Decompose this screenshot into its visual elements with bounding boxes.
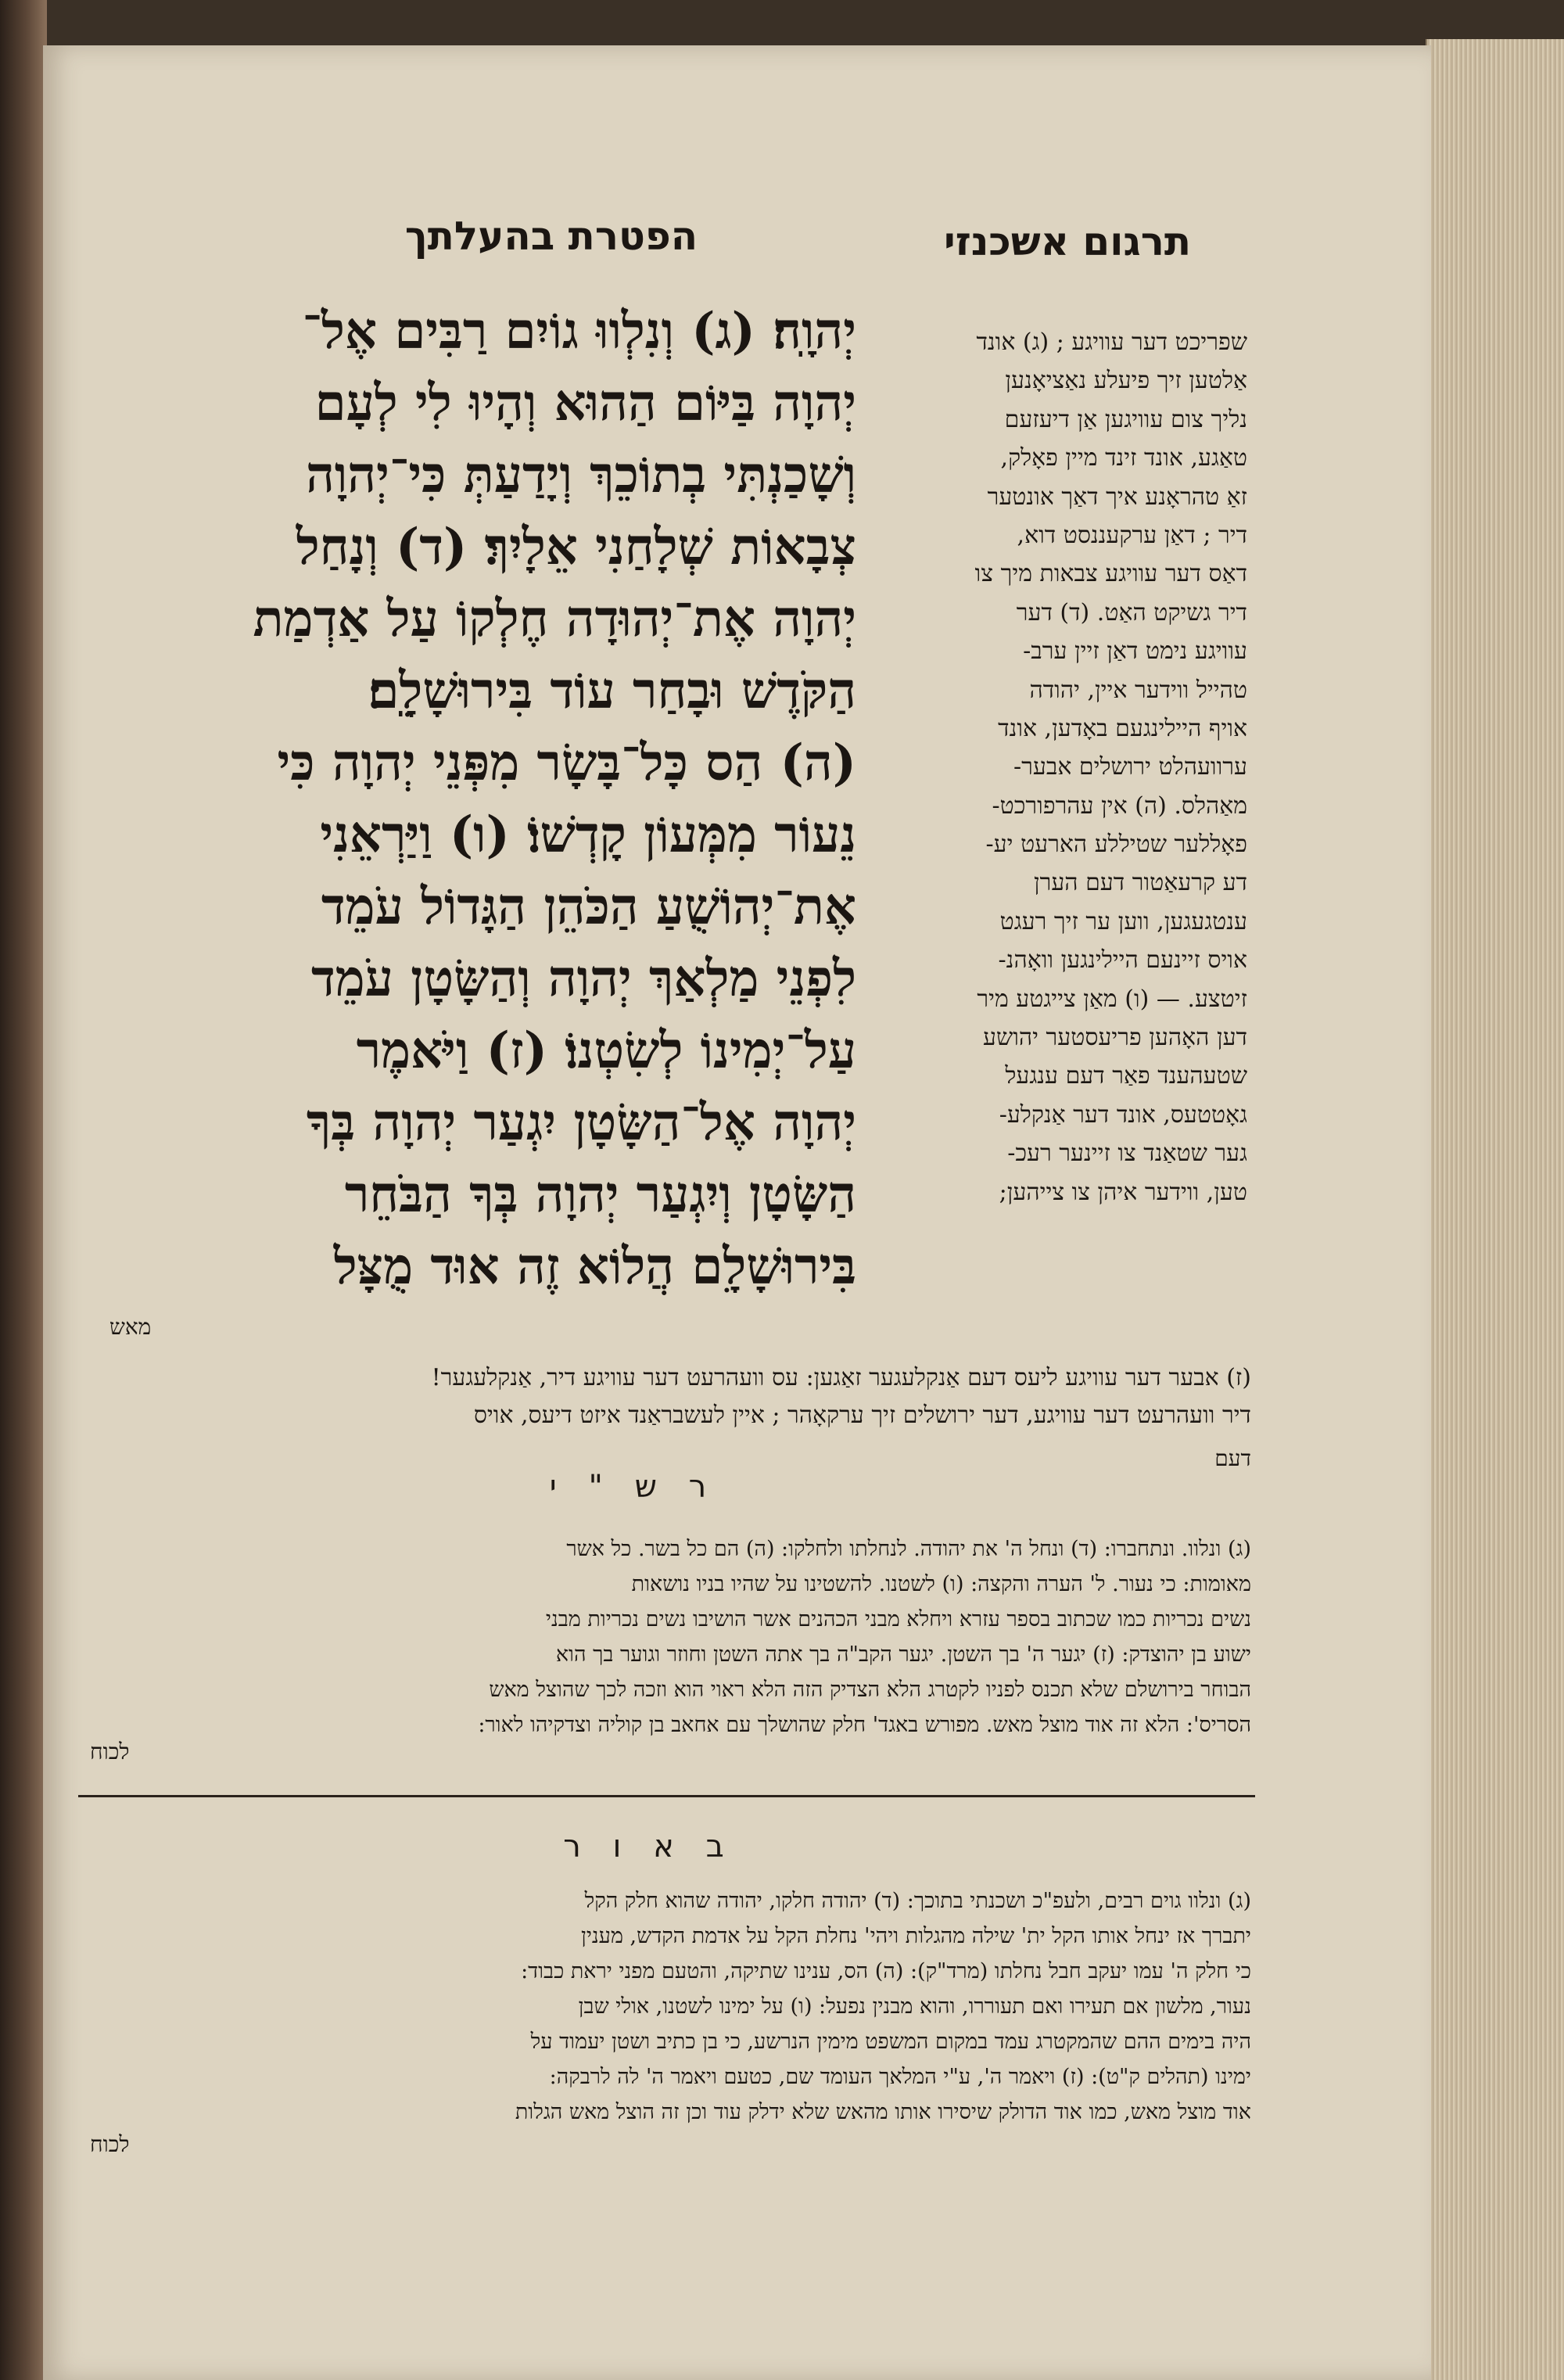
translation-line: אויף היילינגעם באָדען, אונד (998, 714, 1247, 742)
biur-line: היה בימים ההם שהמקטרג עמד במקום המשפט מימין הנרשע, כי בן כתיב ושטן יעמוד על (530, 2030, 1251, 2054)
translation-line: מאַהלס. (ה) אין עהרפורכט- (992, 792, 1247, 820)
rashi-line: הבוחר בירושלם שלא תכנס לפניו לקטרג הלא הצדיק הזה הלא ראוי הוא וזכה לכך שהוצל מאש (489, 1678, 1251, 1702)
translation-line: גאָטטעס, אונד דער אַנקלע- (999, 1100, 1247, 1129)
page-fore-edge (1426, 39, 1564, 2380)
section-divider-rule (78, 1795, 1255, 1797)
rashi-title: ר ש " י (549, 1469, 718, 1505)
biur-line: (ג) ונלוו גוים רבים, ולעפ"כ ושכנתי בתוכך: (ד) יהודה חלקו, יהודה שהוא חלק הקל (584, 1889, 1251, 1913)
translation-line: טען, ווידער איהן צו צייהען; (999, 1178, 1247, 1206)
hebrew-line: יְהוָה אֶל־הַשָּׂטָן יִגְעַר יְהוָה בְּךָ (306, 1093, 856, 1152)
hebrew-line: צְבָאוֹת שְׁלָחַנִי אֵלָיִךְ׃ (ד) וְנָחַל (296, 518, 856, 576)
hebrew-line: יְהוָה אֶת־יְהוּדָה חֶלְקוֹ עַל אַדְמַת (253, 590, 856, 648)
translation-line: דען האָהען פריעסטער יהושע (982, 1024, 1247, 1052)
translation-line: דיר גשיקט האַט. (ד) דער (1016, 598, 1247, 626)
translation-line: שפריכט דער עוויגע ; (ג) אונד (976, 328, 1247, 356)
hebrew-line: לִפְנֵי מַלְאַךְ יְהוָה וְהַשָּׂטָן עֹמֵד (310, 949, 856, 1008)
translation-line: נליך צום עוויגען אַן דיעזעם (1004, 405, 1247, 433)
rashi-line: נשים נכריות כמו שכתוב בספר עזרא ויחלא מבני הכהנים אשר הושיבו נשים נכריות מבני (545, 1607, 1251, 1632)
hebrew-line: בִּירוּשָׁלִָם הֲלוֹא זֶה אוּד מֻצָּל (333, 1237, 856, 1296)
translation-line: ענטגעגען, ווען ער זיך רעגט (999, 907, 1247, 935)
catchword-left: מאש (109, 1314, 152, 1340)
translation-line: שטעהענד פאַר דעם ענגעל (1005, 1062, 1247, 1090)
translation-line: פאָללער שטיללע הארעט יע- (985, 831, 1247, 859)
translation-line: אַלטען זיך פיעלע נאַציאָנען (1005, 367, 1247, 395)
biur-line: ימינו (תהלים ק"ט): (ז) ויאמר ה', ע"י המלאך העומד שם, כטעם ויאמר ה' לה לרבקה: (549, 2065, 1251, 2089)
rashi-commentary (90, 1531, 1251, 1743)
translation-title: תרגום אשכנזי (943, 219, 1191, 264)
hebrew-line: עַל־יְמִינוֹ לְשִׂטְנוֹ׃ (ז) וַיֹּאמֶר (356, 1021, 856, 1080)
book-spine-edge (0, 0, 47, 2380)
biur-line: אוד מוצל מאש, כמו אוד הדולק שיסירו אותו מהאש שלא ידלק עוד וכן זה הוצל מאש הגלות (515, 2100, 1251, 2124)
translation-line: טאַגע, אונד זינד מיין פאָלק, (1000, 444, 1247, 472)
biur-line: נעור, מלשון אם תעירו ואם תעוררו, והוא מבנין נפעל: (ו) על ימינו לשטנו, אולי שבן (578, 1994, 1251, 2019)
hebrew-line: יְהוָֽה׃ (ג) וְנִלְווּ גוֹיִם רַבִּים אֶל־ (302, 302, 856, 361)
translation-line: אויס זיינעם היילינגען וואָהנ- (998, 946, 1247, 975)
biur-commentary (90, 1883, 1251, 2130)
translation-line: דאַס דער עוויגע צבאות מיך צו (974, 560, 1247, 588)
biur-line: יתברך אז ינחל אותו הקל ית' שילה מהגלות ויהי' נחלת הקל על אדמת הקדש, מענין (580, 1924, 1251, 1948)
translation-line: עוויגע נימט דאַן זיין ערב- (1023, 637, 1247, 666)
rashi-line: הסריס': הלא זה אוד מוצל מאש. מפורש באגד' חלק שהושלך עם אחאב בן קוליה וצדקיהו לאור: (478, 1713, 1251, 1737)
hebrew-line: נֵעוֹר מִמְּעוֹן קָדְשׁוֹ׃ (ו) וַיַּרְאֵנִי (320, 806, 856, 864)
translation-line: גער שטאַנד צו זיינער רעכ- (1007, 1140, 1247, 1168)
hebrew-line: (ה) הַס כָּל־בָּשָׂר מִפְּנֵי יְהוָה כִּי (277, 734, 856, 792)
translation-continuation (113, 1359, 1251, 1434)
translation-line: דיר ; דאַן ערקעננסט דוא, (1017, 521, 1247, 549)
rashi-line: (ג) ונלוו. ונתחברו: (ד) ונחל ה' את יהודה. לנחלתו ולחלקו: (ה) הם כל בשר. כל אשר (566, 1537, 1251, 1561)
hebrew-text-column (231, 296, 856, 1303)
biur-line: כי חלק ה' עמו יעקב חבל נחלתו (מרד"ק): (ה) הס, ענינו שתיקה, והטעם מפני יראת כבוד: (521, 1959, 1251, 1983)
catchword-mid: דעם (1214, 1445, 1251, 1471)
continuation-line: (ז) אבער דער עוויגע ליעס דעם אַנקלעגער זאַגען: עס וועהרעט דער עוויגע דיר, אַנקלעגער! (431, 1364, 1251, 1391)
book-page (43, 45, 1431, 2380)
haftarah-title: הפטרת בהעלתך (404, 214, 698, 259)
rashi-line: מאומות: כי נעור. ל' הערה והקצה: (ו) לשטנו. להשטינו על שהיו בניו נושאות (631, 1572, 1251, 1596)
translation-line: זאַ טהראָנע איך דאַך אונטער (987, 483, 1247, 511)
continuation-line: דיר וועהרעט דער עוויגע, דער ירושלים זיך ערקאָהר ; איין לעשבראַנד איזט דיעס, אויס (473, 1402, 1251, 1429)
hebrew-line: וְשָׁכַנְתִּי בְתוֹכֵךְ וְיָדַעַתְּ כִּי־יְהוָה (306, 446, 856, 504)
biur-title: ב א ו ר (563, 1829, 735, 1865)
rashi-catchword: לכוח (90, 1739, 130, 1764)
hebrew-line: הַקֹּדֶשׁ וּבָחַר עוֹד בִּירוּשָׁלִָֽם׃ (368, 662, 856, 720)
translation-line: זיטצע. — (ו) מאַן צייגטע מיר (977, 985, 1247, 1013)
hebrew-line: אֶת־יְהוֹשֻׁעַ הַכֹּהֵן הַגָּדוֹל עֹמֵד (321, 878, 856, 936)
translation-line: דע קרעאַטור דעם הערן (1033, 869, 1247, 897)
biur-catchword: לכוח (90, 2131, 130, 2157)
translation-column (880, 323, 1247, 1212)
hebrew-line: יְהוָה בַּיּוֹם הַהוּא וְהָיוּ לִי לְעָם (314, 374, 856, 433)
translation-line: טהייל ווידער איין, יהודה (1029, 676, 1247, 704)
translation-line: ערוועהלט ירושלים אבער- (1013, 753, 1247, 781)
hebrew-line: הַשָּׂטָן וְיִגְעַר יְהוָה בְּךָ הַבֹּחֵר (344, 1165, 856, 1224)
rashi-line: ישוע בן יהוצדק: (ז) יגער ה' בך השטן. יגער הקב"ה בך אתה השטן וחוזר וגוער בך הוא (555, 1642, 1251, 1667)
